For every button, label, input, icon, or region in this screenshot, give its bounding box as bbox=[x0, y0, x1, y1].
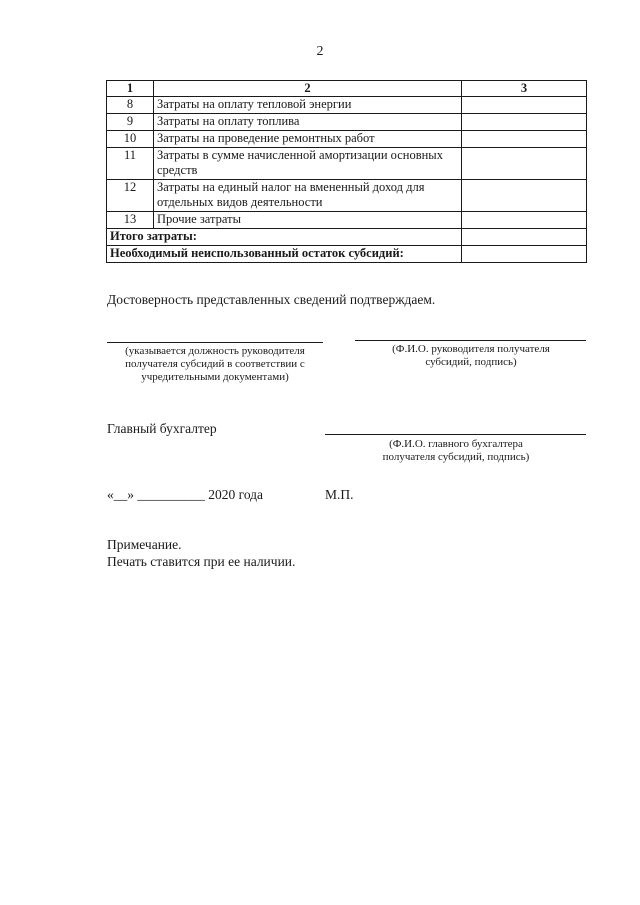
row-text: Затраты на оплату топлива bbox=[154, 114, 462, 131]
row-value[interactable] bbox=[462, 148, 587, 180]
header-col-1: 1 bbox=[107, 81, 154, 97]
head-name-caption: (Ф.И.О. руководителя получателя субсидий, подпись) bbox=[392, 343, 550, 368]
row-value[interactable] bbox=[462, 212, 587, 229]
table-row bbox=[107, 148, 587, 180]
costs-table bbox=[106, 80, 587, 263]
head-position-caption: (указывается должность руководителя получателя субсидий в соответствии с учредительными документами) bbox=[125, 345, 305, 383]
row-number: 10 bbox=[107, 131, 154, 148]
row-value[interactable] bbox=[462, 97, 587, 114]
row-number: 9 bbox=[107, 114, 154, 131]
head-position-line[interactable] bbox=[107, 342, 323, 343]
chief-accountant-caption: (Ф.И.О. главного бухгалтера получателя субсидий, подпись) bbox=[382, 438, 530, 463]
total-label: Итого затраты: bbox=[107, 229, 462, 246]
table-header-row bbox=[107, 81, 587, 97]
total-value[interactable] bbox=[462, 229, 587, 246]
row-text: Затраты на единый налог на вмененный доход для отдельных видов деятельности bbox=[154, 180, 462, 212]
chief-accountant-signature-line[interactable] bbox=[325, 434, 586, 435]
confirmation-statement: Достоверность представленных сведений подтверждаем. bbox=[107, 292, 436, 307]
note-title: Примечание. bbox=[107, 537, 182, 552]
row-text: Затраты на оплату тепловой энергии bbox=[154, 97, 462, 114]
header-col-2: 2 bbox=[154, 81, 462, 97]
remainder-row bbox=[107, 246, 587, 263]
note-text: Печать ставится при ее наличии. bbox=[107, 554, 296, 569]
row-number: 8 bbox=[107, 97, 154, 114]
table-row bbox=[107, 131, 587, 148]
page-number: 2 bbox=[316, 44, 324, 59]
remainder-label: Необходимый неиспользованный остаток субсидий: bbox=[107, 246, 462, 263]
table-row bbox=[107, 212, 587, 229]
table-row bbox=[107, 114, 587, 131]
table-row bbox=[107, 180, 587, 212]
remainder-value[interactable] bbox=[462, 246, 587, 263]
stamp-mark: М.П. bbox=[325, 487, 354, 502]
row-number: 12 bbox=[107, 180, 154, 212]
head-signature-line[interactable] bbox=[355, 340, 586, 341]
row-text: Затраты в сумме начисленной амортизации основных средств bbox=[154, 148, 462, 180]
header-col-3: 3 bbox=[462, 81, 587, 97]
row-value[interactable] bbox=[462, 114, 587, 131]
row-text: Прочие затраты bbox=[154, 212, 462, 229]
row-number: 13 bbox=[107, 212, 154, 229]
date-line: «__» __________ 2020 года bbox=[107, 487, 264, 502]
total-row bbox=[107, 229, 587, 246]
table-row bbox=[107, 97, 587, 114]
row-value[interactable] bbox=[462, 180, 587, 212]
row-value[interactable] bbox=[462, 131, 587, 148]
row-text: Затраты на проведение ремонтных работ bbox=[154, 131, 462, 148]
row-number: 11 bbox=[107, 148, 154, 180]
chief-accountant-label: Главный бухгалтер bbox=[107, 421, 217, 436]
